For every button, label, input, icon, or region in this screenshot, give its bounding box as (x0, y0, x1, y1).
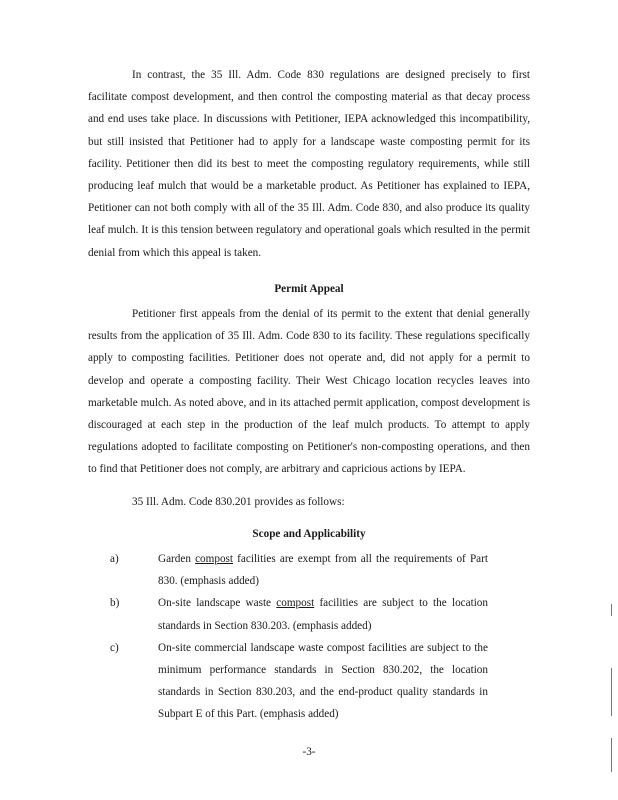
paragraph-permit-appeal: Petitioner first appeals from the denial of its permit to the extent that denial generally results from the application of 35 Ill. Adm. Code 830 to its facility. These regulations specifically apply to composting facilities. Petitioner does not operate and, did not apply for a permit to develop and operate a composting facility. Their West Chicago location recycles leaves into marketable mulch. As noted above, and in its attached permit application, compost development is discouraged at each step in the production of the leaf mulch products. To attempt to apply regulations adopted to facilitate composting on Petitioner's non-composting operations, and then to find that Petitioner does not comply, are arbitrary and capricious actions by IEPA. (88, 308, 530, 476)
scan-margin-mark (611, 668, 612, 716)
list-item-text: Garden compost facilities are exempt from all the requirements of Part 830. (emphasis added) (158, 553, 488, 588)
code-intro: 35 Ill. Adm. Code 830.201 provides as follows: (132, 496, 345, 508)
scan-margin-mark (611, 738, 612, 772)
page-number: -3- (302, 746, 316, 758)
list-item-label: a) (110, 553, 119, 565)
list-item-label: b) (110, 597, 120, 610)
scan-margin-mark (611, 604, 612, 616)
heading-scope-applicability: Scope and Applicability (252, 528, 366, 540)
heading-permit-appeal: Permit Appeal (274, 283, 344, 295)
list-item-text: On-site landscape waste compost facilities are subject to the location standards in Section 830.203. (emphasis added) (158, 597, 488, 632)
emphasis-compost: compost (195, 553, 234, 565)
list-item (110, 548, 488, 592)
scope-list (110, 548, 488, 726)
list-item (110, 592, 488, 636)
list-item-label: c) (110, 641, 119, 654)
list-item (110, 637, 488, 726)
emphasis-compost: compost (276, 597, 315, 610)
paragraph-contrast: In contrast, the 35 Ill. Adm. Code 830 regulations are designed precisely to first facilitate compost development, and then control the composting material as that decay process and end uses take place. In discussions with Petitioner, IEPA acknowledged this incompatibility, but still insisted that Petitioner had to apply for a landscape waste composting permit for its facility. Petitioner then did its best to meet the composting regulatory requirements, while still producing leaf mulch that would be a marketable product. As Petitioner has explained to IEPA, Petitioner can not both comply with all of the 35 Ill. Adm. Code 830, and also produce its quality leaf mulch. It is this tension between regulatory and operational goals which resulted in the permit denial from which this appeal is taken. (88, 69, 530, 259)
list-item-text: On-site commercial landscape waste compost facilities are subject to the minimum performance standards in Section 830.202, the location standards in Section 830.203, and the end-product quality standards in Subpart E of this Part. (emphasis added) (158, 641, 488, 721)
